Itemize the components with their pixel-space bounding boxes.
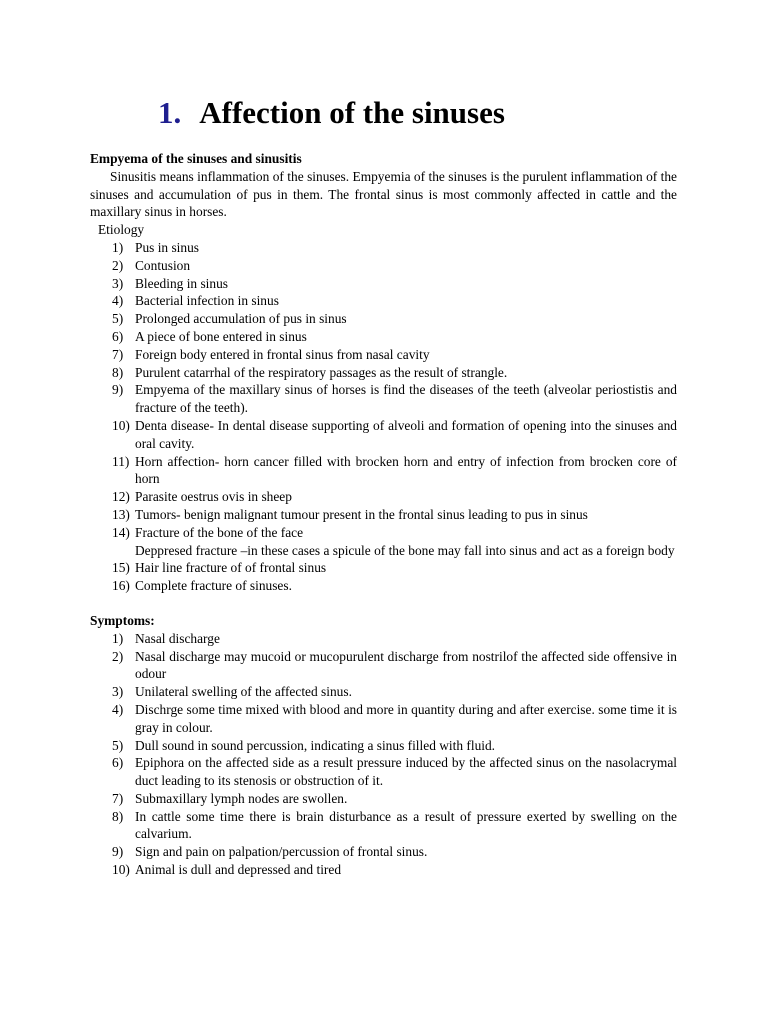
title-number: 1. — [158, 95, 182, 130]
list-item-text: Pus in sinus — [135, 239, 199, 255]
list-item-text: Epiphora on the affected side as a result pressure induced by the affected sinus on the nasolacrymal duct leading to its stenosis or obstruction of it. — [135, 755, 677, 789]
list-item — [90, 328, 677, 346]
list-item-text: Contusion — [135, 257, 191, 273]
list-item-number: 3) — [112, 684, 124, 700]
list-item-number: 1) — [112, 239, 124, 255]
list-item — [90, 790, 677, 808]
list-item-text: Fracture of the bone of the face — [135, 524, 304, 540]
list-item-text: Denta disease- In dental disease supporting of alveoli and formation of opening into the sinuses and oral cavity. — [135, 417, 677, 451]
list-item-number: 10) — [112, 417, 130, 433]
list-item-number: 9) — [112, 844, 124, 860]
list-item — [90, 559, 677, 577]
list-item-number: 5) — [112, 737, 124, 753]
list-item-text: Dull sound in sound percussion, indicating a sinus filled with fluid. — [135, 737, 496, 753]
list-item-number: 7) — [112, 346, 124, 362]
list-item-subtext: Deppresed fracture –in these cases a spicule of the bone may fall into sinus and act as a foreign body — [135, 542, 675, 558]
list-item-text: Unilateral swelling of the affected sinus. — [135, 684, 352, 700]
intro-paragraph: Sinusitis means inflammation of the sinuses. Empyemia of the sinuses is the purulent inflammation of the sinuses and accumulation of pus in them. The frontal sinus is most commonly affected in cattle and the maxillary sinus in horses. — [90, 168, 677, 220]
list-item-number: 5) — [112, 311, 124, 327]
list-item-number: 6) — [112, 328, 124, 344]
title-text: Affection of the sinuses — [199, 95, 505, 130]
list-item-number: 16) — [112, 578, 130, 594]
page-title — [158, 94, 505, 132]
list-item-text: Hair line fracture of of frontal sinus — [135, 560, 327, 576]
list-item — [90, 364, 677, 382]
list-item — [90, 861, 677, 879]
list-item-number: 10) — [112, 862, 130, 878]
list-item — [90, 701, 677, 737]
list-item-number: 2) — [112, 257, 124, 273]
list-item-text: Purulent catarrhal of the respiratory passages as the result of strangle. — [135, 364, 508, 380]
list-item — [90, 648, 677, 684]
list-item-text: Horn affection- horn cancer filled with brocken horn and entry of infection from brocken core of horn — [135, 453, 677, 487]
list-item — [90, 453, 677, 489]
list-item — [90, 346, 677, 364]
list-item-text: Complete fracture of sinuses. — [135, 578, 292, 594]
list-item-number: 6) — [112, 755, 124, 771]
list-item — [90, 737, 677, 755]
list-item-text: Parasite oestrus ovis in sheep — [135, 489, 292, 505]
list-item — [90, 310, 677, 328]
list-item-number: 9) — [112, 382, 124, 398]
list-item-text: Sign and pain on palpation/percussion of frontal sinus. — [135, 844, 428, 860]
list-item-text: A piece of bone entered in sinus — [135, 328, 307, 344]
list-item-text: Tumors- benign malignant tumour present in the frontal sinus leading to pus in sinus — [135, 506, 588, 522]
etiology-label: Etiology — [98, 222, 145, 238]
list-item — [90, 257, 677, 275]
list-item — [90, 808, 677, 844]
symptoms-list — [90, 630, 677, 879]
list-item-number: 8) — [112, 364, 124, 380]
list-item-text: Bleeding in sinus — [135, 275, 228, 291]
list-item-number: 12) — [112, 489, 130, 505]
list-item-text: Prolonged accumulation of pus in sinus — [135, 311, 347, 327]
list-item — [90, 417, 677, 453]
list-item — [90, 754, 677, 790]
list-item-number: 8) — [112, 808, 124, 824]
list-item — [90, 683, 677, 701]
list-item-number: 7) — [112, 790, 124, 806]
list-item-text: Animal is dull and depressed and tired — [135, 862, 342, 878]
list-item-text: Dischrge some time mixed with blood and more in quantity during and after exercise. some time it is gray in colour. — [135, 701, 677, 735]
list-item — [90, 577, 677, 595]
document-body — [90, 150, 677, 879]
list-item-text: Nasal discharge may mucoid or mucopurulent discharge from nostrilof the affected side offensive in odour — [135, 648, 677, 682]
list-item-number: 11) — [112, 453, 130, 469]
list-item-number: 14) — [112, 524, 130, 540]
list-item — [90, 630, 677, 648]
list-item-number: 15) — [112, 560, 130, 576]
list-item — [90, 843, 677, 861]
list-item-text: Nasal discharge — [135, 630, 220, 646]
list-item-number: 2) — [112, 648, 124, 664]
list-item — [90, 275, 677, 293]
list-item-text: Submaxillary lymph nodes are swollen. — [135, 790, 348, 806]
list-item — [90, 292, 677, 310]
list-item — [90, 524, 677, 560]
list-item-text: In cattle some time there is brain disturbance as a result of pressure exerted by swelling on the calvarium. — [135, 808, 677, 842]
list-item-text: Foreign body entered in frontal sinus from nasal cavity — [135, 346, 430, 362]
list-item-number: 13) — [112, 506, 130, 522]
list-item — [90, 488, 677, 506]
etiology-list — [90, 239, 677, 595]
list-item-text: Bacterial infection in sinus — [135, 293, 279, 309]
list-item — [90, 506, 677, 524]
section-heading: Empyema of the sinuses and sinusitis — [90, 151, 302, 166]
list-item-number: 4) — [112, 701, 124, 717]
list-item-number: 3) — [112, 275, 124, 291]
list-item — [90, 381, 677, 417]
list-item-number: 4) — [112, 293, 124, 309]
symptoms-heading: Symptoms: — [90, 612, 155, 628]
list-item-number: 1) — [112, 630, 124, 646]
list-item-text: Empyema of the maxillary sinus of horses is find the diseases of the teeth (alveolar periostistis and fracture of the teeth). — [135, 382, 677, 416]
list-item — [90, 239, 677, 257]
